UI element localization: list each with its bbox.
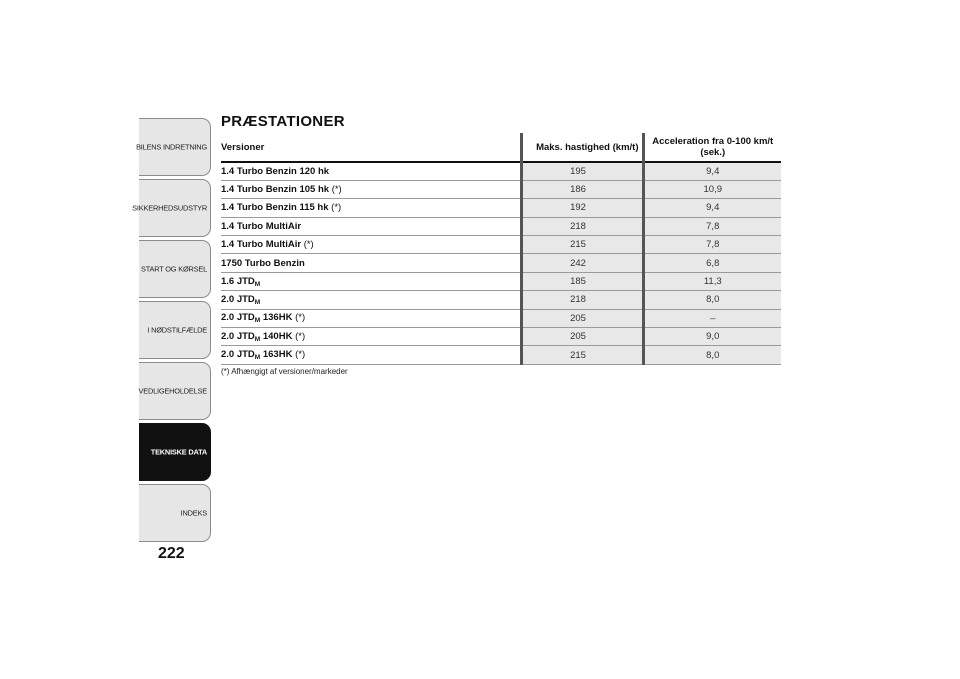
version-note: (*) — [295, 349, 306, 361]
side-tab-tekniske-data[interactable] — [139, 423, 211, 481]
version-name: 2.0 JTD — [221, 330, 255, 342]
page-number: 222 — [158, 545, 185, 562]
version-name: 1.4 Turbo Benzin 115 hk — [221, 202, 329, 214]
max-speed-cell: 218 — [521, 291, 643, 309]
version-cell — [221, 291, 521, 309]
side-tab-sikkerhedsudstyr[interactable] — [132, 179, 211, 237]
version-cell — [221, 162, 521, 180]
section-title: PRÆSTATIONER — [221, 113, 345, 130]
version-note: (*) — [295, 312, 306, 324]
version-cell — [221, 272, 521, 290]
version-cell — [221, 180, 521, 198]
version-name: 1.6 JTD — [221, 275, 255, 287]
version-cell — [221, 217, 521, 235]
version-cell — [221, 254, 521, 272]
acceleration-cell: – — [643, 309, 781, 327]
table-row — [221, 272, 781, 290]
table-row — [221, 309, 781, 327]
version-subscript: M — [254, 280, 261, 288]
table-row — [221, 180, 781, 198]
acceleration-cell: 7,8 — [643, 217, 781, 235]
side-tab-nav — [132, 118, 211, 545]
max-speed-cell: 215 — [521, 236, 643, 254]
table-row — [221, 162, 781, 180]
acceleration-cell: 8,0 — [643, 346, 781, 364]
side-tab-label: I NØDSTILFÆLDE — [147, 325, 207, 335]
side-tab-indeks[interactable] — [139, 484, 211, 542]
side-tab-bilens-indretning[interactable] — [136, 118, 211, 176]
max-speed-cell: 205 — [521, 309, 643, 327]
side-tab-label: INDEKS — [180, 508, 207, 518]
version-cell — [221, 199, 521, 217]
version-note: (*) — [303, 239, 314, 251]
side-tab-vedligeholdelse[interactable] — [139, 362, 211, 420]
max-speed-cell: 192 — [521, 199, 643, 217]
max-speed-cell: 205 — [521, 328, 643, 346]
version-subscript: M — [254, 317, 261, 325]
version-name: 1.4 Turbo MultiAir — [221, 239, 302, 251]
max-speed-cell: 215 — [521, 346, 643, 364]
version-name: 1750 Turbo Benzin — [221, 257, 305, 269]
side-tab-label: BILENS INDRETNING — [136, 142, 207, 152]
version-name: 2.0 JTD — [221, 349, 255, 361]
version-subscript: M — [254, 335, 261, 343]
max-speed-cell: 242 — [521, 254, 643, 272]
acceleration-cell: 10,9 — [643, 180, 781, 198]
version-cell — [221, 236, 521, 254]
version-cell — [221, 328, 521, 346]
acceleration-cell: 11,3 — [643, 272, 781, 290]
acceleration-cell: 7,8 — [643, 236, 781, 254]
max-speed-cell: 186 — [521, 180, 643, 198]
version-suffix: 136HK — [260, 312, 293, 324]
footnote: (*) Afhængigt af versioner/markeder — [221, 366, 348, 376]
acceleration-cell: 9,4 — [643, 162, 781, 180]
version-note: (*) — [331, 202, 342, 214]
max-speed-cell: 195 — [521, 162, 643, 180]
table-row — [221, 199, 781, 217]
version-suffix: 163HK — [260, 349, 293, 361]
acceleration-cell: 9,4 — [643, 199, 781, 217]
side-tab-i-nødstilfælde[interactable] — [139, 301, 211, 359]
performance-section — [221, 113, 781, 376]
table-row — [221, 236, 781, 254]
version-cell — [221, 309, 521, 327]
side-tab-label: TEKNISKE DATA — [150, 447, 207, 457]
table-row — [221, 346, 781, 364]
max-speed-cell: 218 — [521, 217, 643, 235]
version-note: (*) — [295, 330, 306, 342]
acceleration-cell: 8,0 — [643, 291, 781, 309]
table-row — [221, 254, 781, 272]
side-tab-label: SIKKERHEDSUDSTYR — [132, 203, 207, 213]
side-tab-start-og-kørsel[interactable] — [139, 240, 211, 298]
version-name: 2.0 JTD — [221, 312, 255, 324]
header-acceleration: Acceleration fra 0-100 km/t (sek.) — [643, 133, 781, 162]
performance-table — [221, 133, 781, 365]
table-row — [221, 217, 781, 235]
max-speed-cell: 185 — [521, 272, 643, 290]
side-tab-label: START OG KØRSEL — [141, 264, 207, 274]
version-subscript: M — [254, 354, 261, 362]
table-row — [221, 291, 781, 309]
version-note: (*) — [331, 184, 342, 196]
version-suffix: 140HK — [260, 330, 293, 342]
version-name: 1.4 Turbo Benzin 105 hk — [221, 184, 330, 196]
version-cell — [221, 346, 521, 364]
version-name: 1.4 Turbo MultiAir — [221, 220, 302, 232]
header-max-speed: Maks. hastighed (km/t) — [521, 133, 643, 162]
side-tab-label: VEDLIGEHOLDELSE — [138, 386, 207, 396]
table-row — [221, 328, 781, 346]
version-name: 2.0 JTD — [221, 293, 255, 305]
header-versions: Versioner — [221, 133, 521, 162]
version-subscript: M — [254, 298, 261, 306]
version-name: 1.4 Turbo Benzin 120 hk — [221, 165, 330, 177]
acceleration-cell: 9,0 — [643, 328, 781, 346]
acceleration-cell: 6,8 — [643, 254, 781, 272]
table-header-row — [221, 133, 781, 162]
